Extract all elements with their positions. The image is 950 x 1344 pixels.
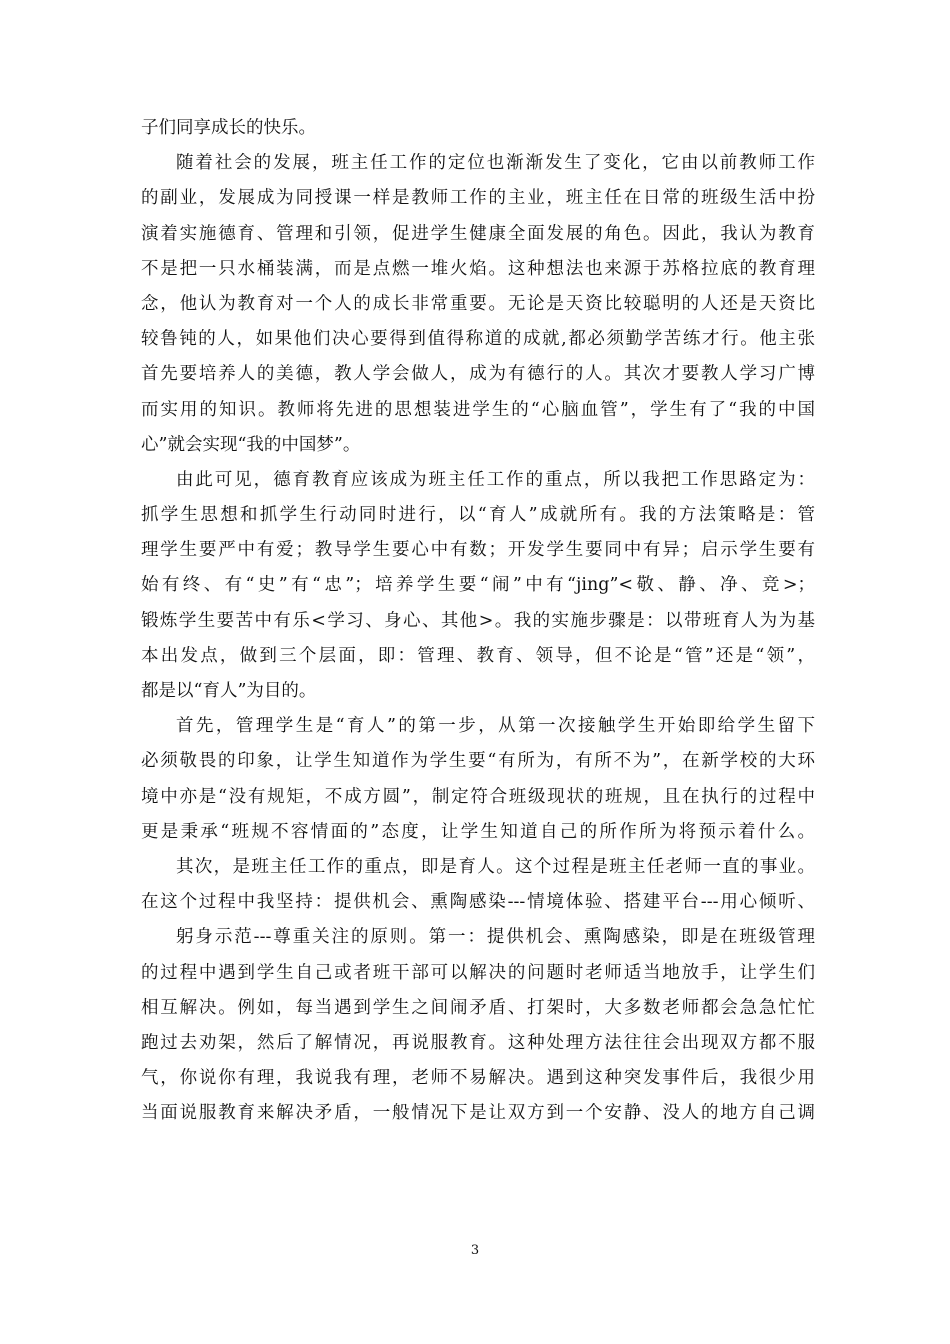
text-line: 较鲁钝的人，如果他们决心要得到值得称道的成就,都必须勤学苦练才行。他主张 — [141, 329, 815, 350]
text-line: 相互解决。例如，每当遇到学生之间闹矛盾、打架时，大多数老师都会急急忙忙 — [141, 997, 815, 1018]
text-line: 而实用的知识。教师将先进的思想装进学生的“心脑血管”，学生有了“我的中国 — [141, 399, 815, 420]
text-line: 必须敬畏的印象，让学生知道作为学生要“有所为，有所不为”，在新学校的大环 — [141, 751, 815, 772]
text-line: 首先要培养人的美德，教人学会做人，成为有德行的人。其次才要教人学习广博 — [141, 364, 815, 385]
text-line: 的过程中遇到学生自己或者班干部可以解决的问题时老师适当地放手，让学生们 — [141, 962, 815, 983]
text-line: 首先，管理学生是“育人”的第一步，从第一次接触学生开始即给学生留下 — [176, 716, 815, 737]
text-line: 跑过去劝架，然后了解情况，再说服教育。这种处理方法往往会出现双方都不服 — [141, 1032, 815, 1053]
text-line: 抓学生思想和抓学生行动同时进行，以“育人”成就所有。我的方法策略是：管 — [141, 505, 815, 526]
text-line: 当面说服教育来解决矛盾，一般情况下是让双方到一个安静、没人的地方自己调 — [141, 1103, 815, 1124]
text-line: 始有终、有“史”有“忠”；培养学生要“闹”中有“jing”<敬、静、净、竞>； — [141, 575, 815, 596]
text-line: 子们同享成长的快乐。 — [141, 118, 316, 138]
text-line: 躬身示范---尊重关注的原则。第一：提供机会、熏陶感染，即是在班级管理 — [176, 927, 815, 948]
text-line: 理学生要严中有爱；教导学生要心中有数；开发学生要同中有异；启示学生要有 — [141, 540, 815, 561]
text-line: 不是把一只水桶装满，而是点燃一堆火焰。这种想法也来源于苏格拉底的教育理 — [141, 258, 815, 279]
page-number: 3 — [470, 1243, 480, 1258]
text-line: 演着实施德育、管理和引领，促进学生健康全面发展的角色。因此，我认为教育 — [141, 223, 815, 244]
text-line: 本出发点，做到三个层面，即：管理、教育、领导，但不论是“管”还是“领”， — [141, 645, 815, 666]
body-text — [141, 111, 815, 1131]
text-line: 在这个过程中我坚持：提供机会、熏陶感染---情境体验、搭建平台---用心倾听、 — [141, 892, 815, 913]
text-line: 气，你说你有理，我说我有理，老师不易解决。遇到这种突发事件后，我很少用 — [141, 1068, 815, 1089]
text-line: 境中亦是“没有规矩，不成方圆”，制定符合班级现状的班规，且在执行的过程中 — [141, 786, 815, 807]
text-line: 更是秉承“班规不容情面的”态度，让学生知道自己的所作所为将预示着什么。 — [141, 821, 815, 842]
text-line: 念，他认为教育对一个人的成长非常重要。无论是天资比较聪明的人还是天资比 — [141, 293, 815, 314]
text-line: 心”就会实现“我的中国梦”。 — [141, 434, 361, 455]
text-line: 由此可见，德育教育应该成为班主任工作的重点，所以我把工作思路定为： — [176, 469, 815, 490]
text-line: 随着社会的发展，班主任工作的定位也渐渐发生了变化，它由以前教师工作 — [176, 153, 815, 174]
text-line: 其次，是班主任工作的重点，即是育人。这个过程是班主任老师一直的事业。 — [176, 856, 815, 877]
text-line: 都是以“育人”为目的。 — [141, 681, 317, 701]
text-line: 的副业，发展成为同授课一样是教师工作的主业，班主任在日常的班级生活中扮 — [141, 188, 815, 209]
text-line: 锻炼学生要苦中有乐<学习、身心、其他>。我的实施步骤是：以带班育人为为基 — [141, 610, 815, 631]
